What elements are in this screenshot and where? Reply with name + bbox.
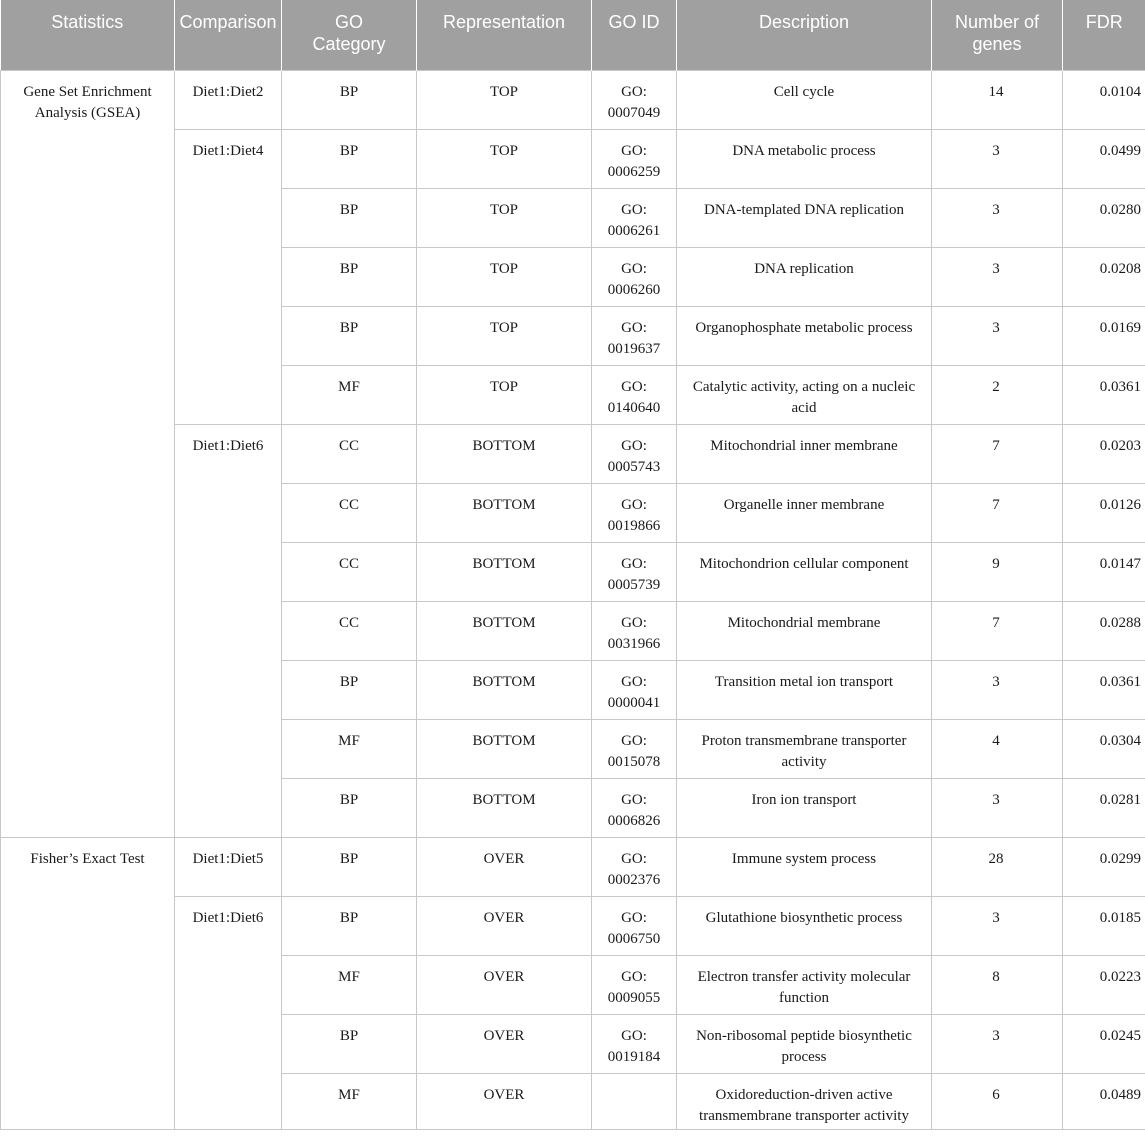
description-cell: Proton transmembrane transporter activity <box>677 719 932 778</box>
fdr-cell: 0.0288 <box>1063 601 1145 660</box>
number-of-genes-cell: 3 <box>932 778 1063 837</box>
go-id-cell: GO: 0031966 <box>592 601 677 660</box>
header-go-category: GO Category <box>282 0 417 70</box>
go-category-cell: MF <box>282 365 417 424</box>
go-category-cell: MF <box>282 955 417 1014</box>
description-cell: Organophosphate metabolic process <box>677 306 932 365</box>
go-category-cell: CC <box>282 483 417 542</box>
go-category-cell: BP <box>282 660 417 719</box>
statistics-cell: Fisher’s Exact Test <box>1 837 175 1129</box>
number-of-genes-cell: 7 <box>932 601 1063 660</box>
go-id-cell: GO: 0000041 <box>592 660 677 719</box>
representation-cell: TOP <box>417 365 592 424</box>
header-fdr: FDR <box>1063 0 1145 70</box>
comparison-cell: Diet1:Diet5 <box>175 837 282 896</box>
representation-cell: TOP <box>417 129 592 188</box>
header-statistics: Statistics <box>1 0 175 70</box>
go-id-cell: GO: 0002376 <box>592 837 677 896</box>
description-cell: Immune system process <box>677 837 932 896</box>
table-body <box>1 70 1145 1129</box>
number-of-genes-cell: 9 <box>932 542 1063 601</box>
go-id-cell: GO: 0006826 <box>592 778 677 837</box>
go-id-cell: GO: 0019184 <box>592 1014 677 1073</box>
representation-cell: OVER <box>417 1073 592 1129</box>
comparison-cell: Diet1:Diet4 <box>175 129 282 424</box>
number-of-genes-cell: 3 <box>932 188 1063 247</box>
go-id-cell: GO: 0140640 <box>592 365 677 424</box>
fdr-cell: 0.0281 <box>1063 778 1145 837</box>
representation-cell: BOTTOM <box>417 660 592 719</box>
representation-cell: BOTTOM <box>417 483 592 542</box>
fdr-cell: 0.0299 <box>1063 837 1145 896</box>
go-category-cell: BP <box>282 778 417 837</box>
representation-cell: BOTTOM <box>417 542 592 601</box>
number-of-genes-cell: 3 <box>932 1014 1063 1073</box>
fdr-cell: 0.0126 <box>1063 483 1145 542</box>
description-cell: DNA replication <box>677 247 932 306</box>
go-id-cell: GO: 0007049 <box>592 70 677 129</box>
header-number-of-genes: Number of genes <box>932 0 1063 70</box>
description-cell: DNA-templated DNA replication <box>677 188 932 247</box>
description-cell: DNA metabolic process <box>677 129 932 188</box>
go-id-cell: GO: 0009055 <box>592 955 677 1014</box>
go-category-cell: BP <box>282 896 417 955</box>
fdr-cell: 0.0245 <box>1063 1014 1145 1073</box>
table-row <box>1 837 1145 896</box>
description-cell: Organelle inner membrane <box>677 483 932 542</box>
fdr-cell: 0.0280 <box>1063 188 1145 247</box>
go-category-cell: BP <box>282 188 417 247</box>
comparison-cell: Diet1:Diet6 <box>175 424 282 837</box>
fdr-cell: 0.0203 <box>1063 424 1145 483</box>
description-cell: Mitochondrial membrane <box>677 601 932 660</box>
go-category-cell: CC <box>282 542 417 601</box>
go-category-cell: MF <box>282 1073 417 1129</box>
representation-cell: TOP <box>417 70 592 129</box>
go-id-cell: GO: 0019866 <box>592 483 677 542</box>
description-cell: Non-ribosomal peptide biosynthetic process <box>677 1014 932 1073</box>
number-of-genes-cell: 3 <box>932 247 1063 306</box>
representation-cell: BOTTOM <box>417 424 592 483</box>
description-cell: Oxidoreduction-driven active transmembrane transporter activity <box>677 1073 932 1129</box>
number-of-genes-cell: 4 <box>932 719 1063 778</box>
fdr-cell: 0.0185 <box>1063 896 1145 955</box>
representation-cell: BOTTOM <box>417 601 592 660</box>
number-of-genes-cell: 3 <box>932 129 1063 188</box>
go-category-cell: CC <box>282 424 417 483</box>
representation-cell: OVER <box>417 1014 592 1073</box>
statistics-cell: Gene Set Enrichment Analysis (GSEA) <box>1 70 175 837</box>
description-cell: Cell cycle <box>677 70 932 129</box>
description-cell: Mitochondrial inner membrane <box>677 424 932 483</box>
representation-cell: BOTTOM <box>417 719 592 778</box>
header-description: Description <box>677 0 932 70</box>
number-of-genes-cell: 7 <box>932 483 1063 542</box>
representation-cell: OVER <box>417 896 592 955</box>
fdr-cell: 0.0489 <box>1063 1073 1145 1129</box>
fdr-cell: 0.0304 <box>1063 719 1145 778</box>
go-category-cell: BP <box>282 129 417 188</box>
number-of-genes-cell: 14 <box>932 70 1063 129</box>
go-category-cell: BP <box>282 247 417 306</box>
header-representation: Representation <box>417 0 592 70</box>
go-id-cell: GO: 0005739 <box>592 542 677 601</box>
representation-cell: BOTTOM <box>417 778 592 837</box>
go-category-cell: CC <box>282 601 417 660</box>
go-id-cell: GO: 0006261 <box>592 188 677 247</box>
comparison-cell: Diet1:Diet6 <box>175 896 282 1129</box>
go-id-cell: GO: 0006750 <box>592 896 677 955</box>
go-id-cell: GO: 0006260 <box>592 247 677 306</box>
description-cell: Glutathione biosynthetic process <box>677 896 932 955</box>
table-row <box>1 70 1145 129</box>
number-of-genes-cell: 6 <box>932 1073 1063 1129</box>
representation-cell: OVER <box>417 837 592 896</box>
fdr-cell: 0.0169 <box>1063 306 1145 365</box>
fdr-cell: 0.0223 <box>1063 955 1145 1014</box>
representation-cell: TOP <box>417 306 592 365</box>
description-cell: Electron transfer activity molecular function <box>677 955 932 1014</box>
number-of-genes-cell: 2 <box>932 365 1063 424</box>
go-id-cell: GO: 0006259 <box>592 129 677 188</box>
fdr-cell: 0.0147 <box>1063 542 1145 601</box>
number-of-genes-cell: 3 <box>932 660 1063 719</box>
go-id-cell: GO: 0019637 <box>592 306 677 365</box>
fdr-cell: 0.0361 <box>1063 365 1145 424</box>
go-category-cell: BP <box>282 70 417 129</box>
fdr-cell: 0.0499 <box>1063 129 1145 188</box>
fdr-cell: 0.0104 <box>1063 70 1145 129</box>
go-id-cell <box>592 1073 677 1129</box>
header-row <box>1 0 1145 70</box>
number-of-genes-cell: 8 <box>932 955 1063 1014</box>
representation-cell: OVER <box>417 955 592 1014</box>
number-of-genes-cell: 3 <box>932 306 1063 365</box>
fdr-cell: 0.0208 <box>1063 247 1145 306</box>
fdr-cell: 0.0361 <box>1063 660 1145 719</box>
description-cell: Transition metal ion transport <box>677 660 932 719</box>
description-cell: Catalytic activity, acting on a nucleic acid <box>677 365 932 424</box>
go-category-cell: BP <box>282 306 417 365</box>
go-category-cell: BP <box>282 837 417 896</box>
comparison-cell: Diet1:Diet2 <box>175 70 282 129</box>
go-id-cell: GO: 0015078 <box>592 719 677 778</box>
header-go-id: GO ID <box>592 0 677 70</box>
go-id-cell: GO: 0005743 <box>592 424 677 483</box>
header-comparison: Comparison <box>175 0 282 70</box>
number-of-genes-cell: 28 <box>932 837 1063 896</box>
number-of-genes-cell: 7 <box>932 424 1063 483</box>
description-cell: Mitochondrion cellular component <box>677 542 932 601</box>
go-category-cell: BP <box>282 1014 417 1073</box>
number-of-genes-cell: 3 <box>932 896 1063 955</box>
go-category-cell: MF <box>282 719 417 778</box>
representation-cell: TOP <box>417 188 592 247</box>
description-cell: Iron ion transport <box>677 778 932 837</box>
representation-cell: TOP <box>417 247 592 306</box>
